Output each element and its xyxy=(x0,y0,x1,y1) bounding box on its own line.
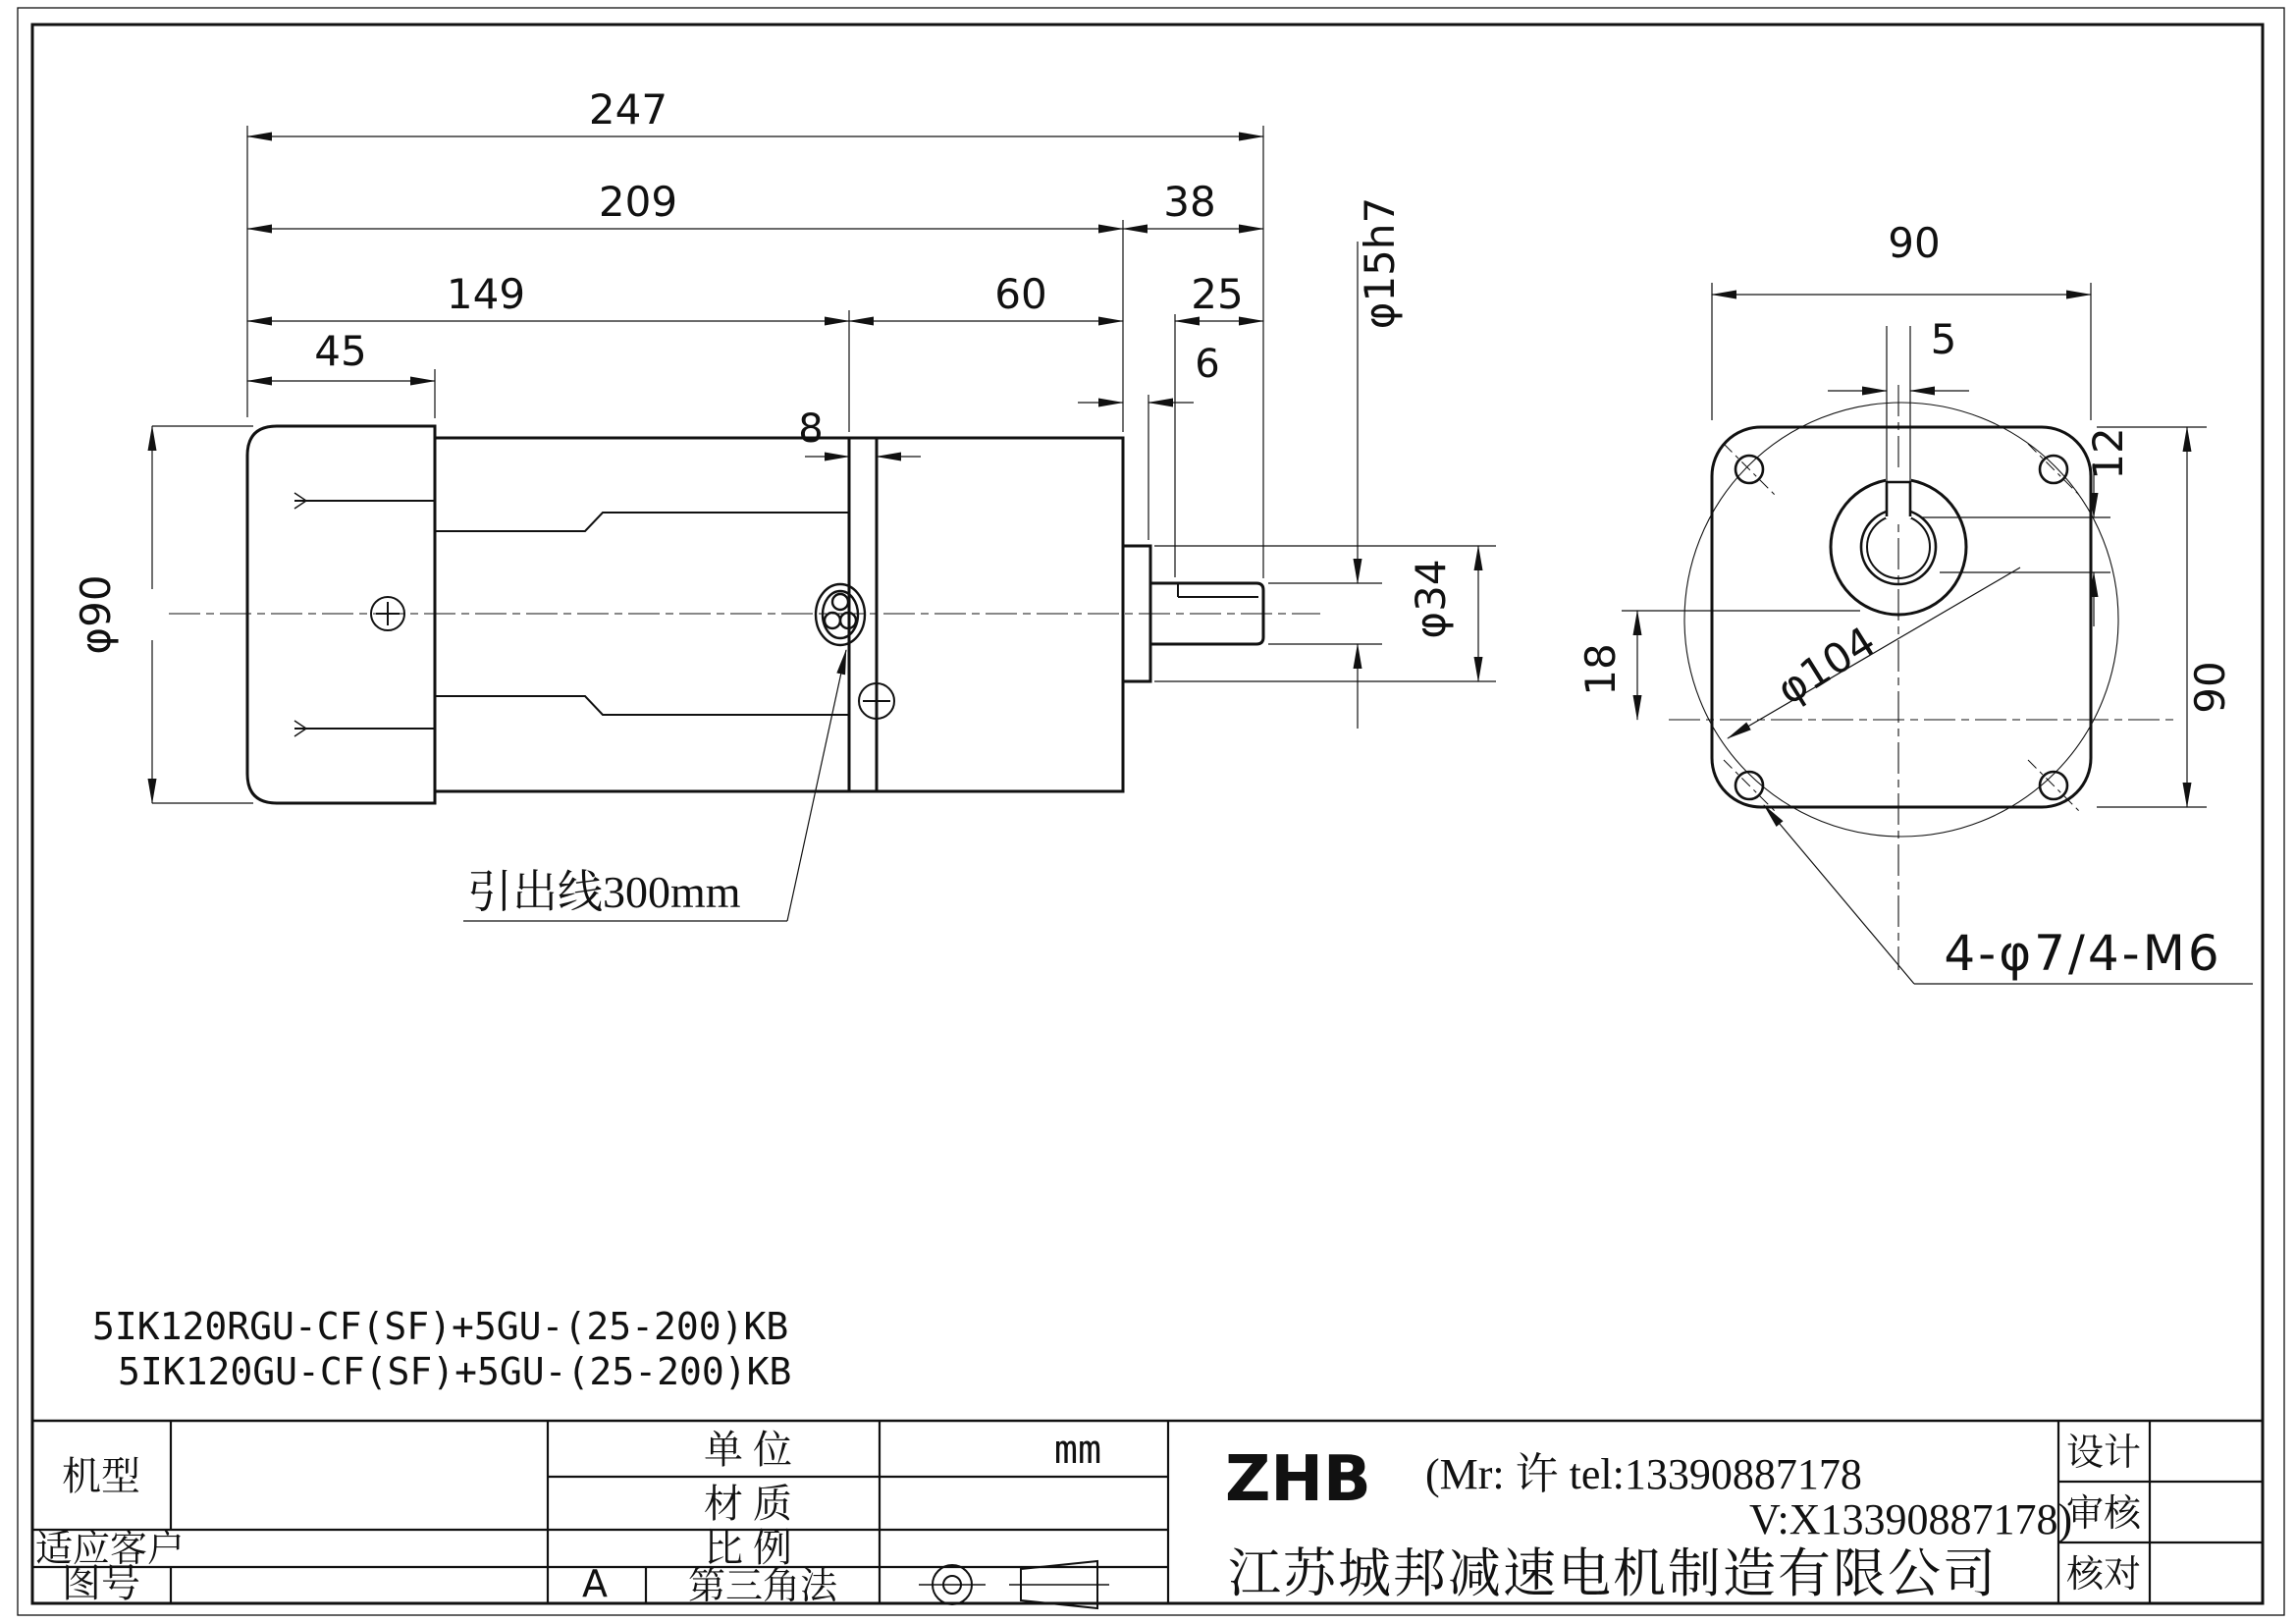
end-view-dimensions xyxy=(1622,283,2253,984)
dim-18: 18 xyxy=(1576,643,1625,696)
model-line-1: 5IK120RGU-CF(SF)+5GU-(25-200)KB xyxy=(92,1305,789,1348)
review-label: 审核 xyxy=(2065,1493,2142,1535)
unit-value: mm xyxy=(1053,1428,1102,1473)
dim-38: 38 xyxy=(1163,178,1216,226)
rear-housing-outline xyxy=(247,426,435,803)
gearbox-body xyxy=(877,438,1123,791)
end-view xyxy=(1669,326,2174,970)
design-label: 设计 xyxy=(2065,1433,2142,1474)
dim-149: 149 xyxy=(446,270,526,318)
contact-line1: (Mr: 许 tel:13390887178 xyxy=(1425,1450,1862,1498)
brand-text: ZHB xyxy=(1225,1443,1371,1516)
dim-dia-shaft: φ15h7 xyxy=(1356,196,1404,330)
motor-body xyxy=(435,438,849,791)
dim-90-top: 90 xyxy=(1888,219,1941,267)
model-notes xyxy=(92,1305,791,1393)
mount-hole-tr xyxy=(2028,444,2079,495)
model-label: 机型 xyxy=(62,1454,140,1498)
mount-hole-bl xyxy=(1724,760,1775,811)
lead-wire-note: 引出线300mm xyxy=(467,867,741,917)
dim-12: 12 xyxy=(2084,427,2132,480)
wire-outlet-icon xyxy=(816,584,865,645)
dim-90-right: 90 xyxy=(2186,661,2234,714)
company-name: 江苏城邦减速电机制造有限公司 xyxy=(1228,1544,1998,1603)
customer-label: 适应客户 xyxy=(35,1529,186,1570)
dim-dia-body: φ90 xyxy=(72,574,120,655)
dim-8: 8 xyxy=(798,406,824,452)
dim-dia-case: φ104 xyxy=(1768,617,1885,715)
dim-5: 5 xyxy=(1930,315,1957,363)
dim-dia-boss: φ34 xyxy=(1407,559,1455,639)
model-line-2: 5IK120GU-CF(SF)+5GU-(25-200)KB xyxy=(118,1350,792,1393)
dim-6: 6 xyxy=(1195,342,1220,387)
mount-holes-note: 4-φ7/4-M6 xyxy=(1944,925,2222,982)
dim-247: 247 xyxy=(588,85,668,134)
mount-hole-tl xyxy=(1724,444,1775,495)
plate-screw-icon xyxy=(859,683,894,719)
revision-value: A xyxy=(582,1562,608,1605)
dim-25: 25 xyxy=(1191,270,1244,318)
drawing-no-label: 图号 xyxy=(62,1561,140,1605)
scale-label: 比 例 xyxy=(704,1526,792,1570)
projection-label: 第三角法 xyxy=(687,1566,838,1607)
dim-45: 45 xyxy=(314,327,367,375)
unit-label: 单 位 xyxy=(704,1428,792,1472)
end-view-dim-texts xyxy=(1576,219,2234,982)
check-label: 核对 xyxy=(2065,1554,2142,1596)
side-view xyxy=(169,426,1320,803)
material-label: 材 质 xyxy=(704,1482,792,1526)
screw-icon xyxy=(371,597,404,630)
dim-60: 60 xyxy=(994,270,1047,318)
contact-line2: V:X13390887178) xyxy=(1749,1495,2073,1543)
title-block-texts xyxy=(35,1428,2142,1607)
dim-209: 209 xyxy=(598,178,678,226)
mount-hole-br xyxy=(2028,760,2079,811)
third-angle-symbol-icon xyxy=(919,1561,1109,1608)
